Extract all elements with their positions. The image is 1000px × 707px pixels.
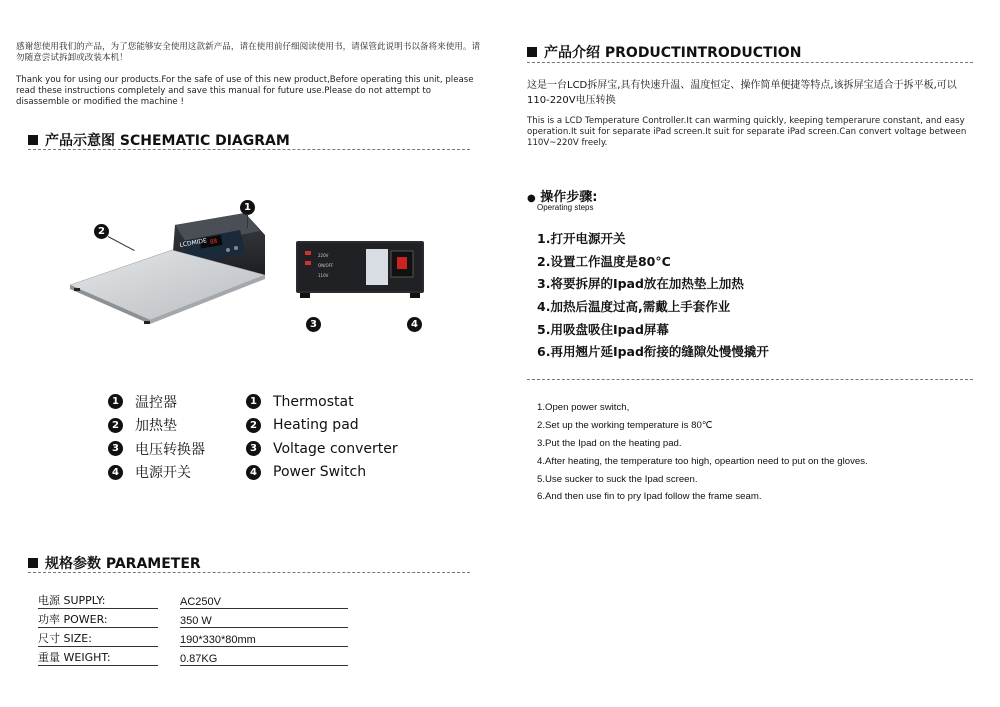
table-row <box>38 647 348 666</box>
callout-3: 3 <box>306 317 321 332</box>
table-row <box>38 628 348 647</box>
legend-item: 4 电源开关 <box>108 461 205 485</box>
list-item: 3.将要拆屏的Ipad放在加热垫上加热 <box>537 276 744 292</box>
back-label-110v: 110V <box>318 273 329 278</box>
list-item: 4.After heating, the temperature too high, opeartion need to put on the gloves. <box>537 455 868 467</box>
list-item: 3.Put the Ipad on the heating pad. <box>537 437 682 449</box>
table-row <box>38 590 348 609</box>
steps-subheading: Operating steps <box>537 203 594 212</box>
steps-divider <box>527 379 973 380</box>
svg-text:88: 88 <box>209 237 218 246</box>
product-divider <box>527 62 973 63</box>
schematic-heading-text: 产品示意图 SCHEMATIC DIAGRAM <box>45 133 290 149</box>
legend-item: 1 温控器 <box>108 390 205 414</box>
parameter-heading <box>28 553 201 573</box>
callout-1: 1 <box>240 200 255 215</box>
schematic-divider <box>28 149 470 150</box>
product-heading <box>527 42 801 62</box>
callout-2: 2 <box>94 224 109 239</box>
bullet-dot-icon: ● <box>527 193 536 204</box>
square-bullet-icon <box>28 135 38 145</box>
steps-cn-list <box>537 229 769 365</box>
product-cn: 这是一台LCD拆屏宝,具有快速升温、温度恒定、操作简单便捷等特点,该拆屏宝适合于拆平板,可以110-220V电压转换 <box>527 80 957 106</box>
param-value: AC250V <box>180 590 348 609</box>
back-label-onoff: ON/OFF <box>318 263 334 268</box>
heater-back-illustration <box>296 241 426 299</box>
param-value: 350 W <box>180 609 348 628</box>
intro-cn: 感谢您使用我们的产品，为了您能够安全使用这款新产品，请在使用前仔细阅读使用书，请保管此说明书以备将来使用。请勿随意尝试拆卸或改装本机！ <box>16 42 481 63</box>
param-label: 电源 SUPPLY: <box>38 590 158 609</box>
callout-1-leader <box>247 214 248 228</box>
schematic-heading <box>28 130 290 150</box>
product-en: This is a LCD Temperature Controller.It can warming quickly, keeping temperarure constant, and easy operation.It suit for separate iPad screen.It suit for separate iPad screen.Can convert voltage between 110V~220V freely. <box>527 116 967 148</box>
legend-item: 1 Thermostat <box>246 390 398 414</box>
list-item: 1.Open power switch, <box>537 402 630 413</box>
parameter-divider <box>28 572 470 573</box>
list-item: 2.设置工作温度是80°C <box>537 253 671 269</box>
legend-item: 2 加热垫 <box>108 414 205 438</box>
legend-item: 3 Voltage converter <box>246 437 398 461</box>
steps-en-list <box>537 402 868 509</box>
param-label: 重量 WEIGHT: <box>38 647 158 666</box>
legend-item: 2 Heating pad <box>246 414 398 438</box>
parameter-table <box>38 590 348 666</box>
legend-item: 3 电压转换器 <box>108 437 205 461</box>
list-item: 2.Set up the working temperature is 80℃ <box>537 419 713 431</box>
intro-en: Thank you for using our products.For the safe of use of this new product,Before operating this unit, please read these instructions completely and save this manual for future use.Please do not attempt to disassemble or modified the machine ! <box>16 75 474 107</box>
list-item: 5.用吸盘吸住Ipad屏幕 <box>537 321 669 337</box>
device-brand-label: LCDMIDE <box>179 237 208 249</box>
list-item: 6.And then use fin to pry Ipad follow the frame seam. <box>537 491 762 503</box>
square-bullet-icon <box>527 47 537 57</box>
legend-item: 4 Power Switch <box>246 461 398 485</box>
table-row <box>38 609 348 628</box>
steps-heading: ● 操作步骤: <box>527 190 598 205</box>
param-value: 0.87KG <box>180 647 348 666</box>
list-item: 6.再用翘片延Ipad衔接的缝隙处慢慢撬开 <box>537 344 769 360</box>
param-value: 190*330*80mm <box>180 628 348 647</box>
legend-cn <box>108 390 205 484</box>
product-heading-text: 产品介绍 PRODUCTINTRODUCTION <box>544 45 802 61</box>
square-bullet-icon <box>28 558 38 568</box>
list-item: 5.Use sucker to suck the Ipad screen. <box>537 473 698 485</box>
legend-en <box>246 390 398 484</box>
parameter-heading-text: 规格参数 PARAMETER <box>45 556 201 572</box>
list-item: 4.加热后温度过高,需戴上手套作业 <box>537 299 731 315</box>
param-label: 尺寸 SIZE: <box>38 628 158 647</box>
param-label: 功率 POWER: <box>38 609 158 628</box>
list-item: 1.打开电源开关 <box>537 231 626 246</box>
callout-4: 4 <box>407 317 422 332</box>
back-label-220v: 220V <box>318 253 329 258</box>
